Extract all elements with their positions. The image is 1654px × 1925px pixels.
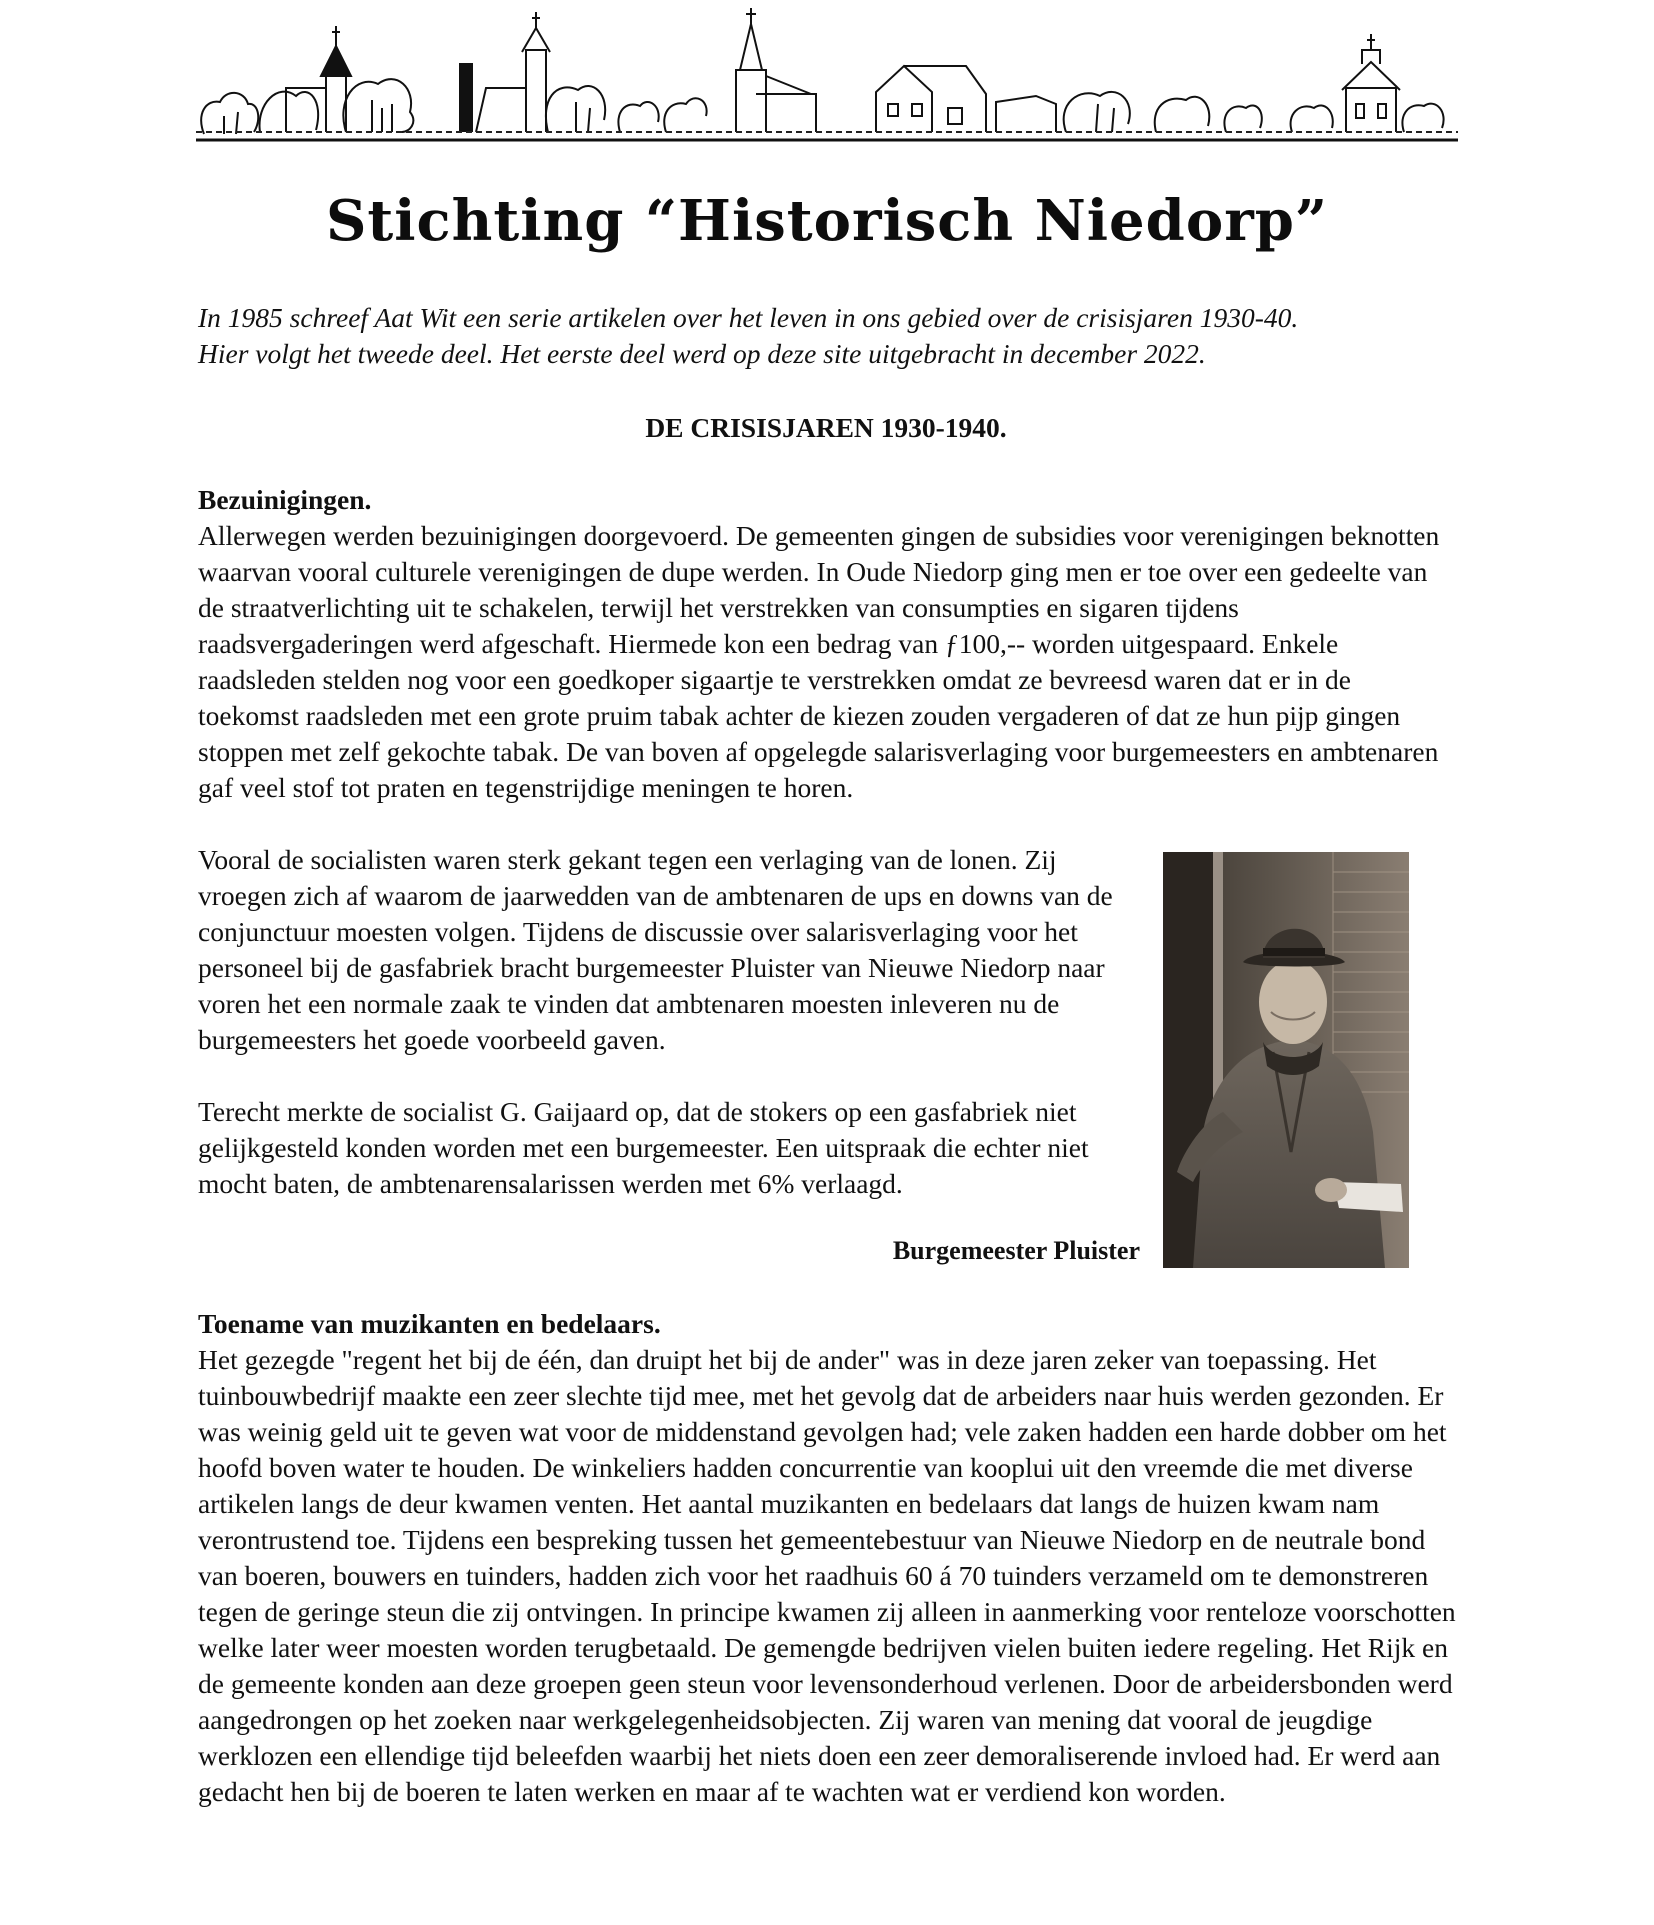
section-heading-bezuinigingen: Bezuinigingen. — [198, 484, 372, 515]
section1-paragraph-1: Allerwegen werden bezuinigingen doorgevoerd. De gemeenten gingen de subsidies voor verenigingen beknotten waarvan vooral culturele verenigingen de dupe werden. In Oude Niedorp ging men er toe over een gedeelte van de straatverlichting uit te schakelen, terwijl het verstrekken van consumpties en sigaren tijdens raadsvergaderingen werd afgeschaft. Hiermede kon een bedrag van ƒ100,-- worden uitgespaard. Enkele raadsleden stelden nog voor een goedkoper sigaartje te verstrekken omdat ze bevreesd waren dat er in de toekomst raadsleden met een grote pruim tabak achter de kiezen zouden vergaderen of dat ze hun pijp gingen stoppen met zelf gekochte tabak. De van boven af opgelegde salarisverlaging voor burgemeesters en ambtenaren gaf veel stof tot praten en tegenstrijdige meningen te horen. — [198, 520, 1440, 803]
organization-title: Stichting “Historisch Niedorp” — [325, 188, 1329, 254]
section1-paragraph-2: Vooral de socialisten waren sterk gekant tegen een verlaging van de lonen. Zij vroegen zich af waarom de jaarwedden van de ambtenaren de ups en downs van de conjunctuur moesten volgen. Tijdens de discussie over salarisverlaging voor het personeel bij de gasfabriek bracht burgemeester Pluister van Nieuwe Niedorp naar voren het een normale zaak te vinden dat ambtenaren moesten inleveren nu de burgemeesters het goede voorbeeld gaven. — [198, 844, 1113, 1055]
village-skyline-sketch-icon — [196, 4, 1458, 156]
section-heading-muzikanten: Toename van muzikanten en bedelaars. — [198, 1308, 661, 1339]
section2-paragraph-1: Het gezegde "regent het bij de één, dan druipt het bij de ander" was in deze jaren zeker van toepassing. Het tuinbouwbedrijf maakte een zeer slechte tijd mee, met het gevolg dat de arbeiders naar huis werden gezonden. Er was weinig geld uit te geven wat voor de middenstand gevolgen had; vele zaken hadden een harde dobber om het hoofd boven water te houden. De winkeliers hadden concurrentie van kooplui uit den vreemde die met diverse artikelen langs de deur kwamen venten. Het aantal muzikanten en bedelaars dat langs de huizen kwam nam verontrustend toe. Tijdens een bespreking tussen het gemeentebestuur van Nieuwe Niedorp en de neutrale bond van boeren, bouwers en tuinders, hadden zich voor het raadhuis 60 á 70 tuinders verzameld om te demonstreren tegen de geringe steun die zij ontvingen. In principe kwamen zij alleen in aanmerking voor renteloze voorschotten welke later weer moesten worden terugbetaald. De gemengde bedrijven vielen buiten iedere regeling. Het Rijk en de gemeente konden aan deze groepen geen steun voor levensonderhoud verlenen. Door de arbeidersbonden werd aangedrongen op het zoeken naar werkgelegenheidsobjecten. Zij waren van mening dat vooral de jeugdige werklozen een ellendige tijd beleefden waarbij het niets doen een zeer demoraliserende invloed had. Er werd aan gedacht hen bij de boeren te laten werken en maar af te wachten wat er verdiend kon worden. — [198, 1344, 1456, 1807]
intro-line-1: In 1985 schreef Aat Wit een serie artikelen over het leven in ons gebied over de crisisjaren 1930-40. — [198, 302, 1299, 333]
intro-line-2: Hier volgt het tweede deel. Het eerste deel werd op deze site uitgebracht in december 2022. — [198, 338, 1206, 369]
article-title: DE CRISISJAREN 1930-1940. — [645, 412, 1007, 443]
portrait-photo — [1163, 852, 1409, 1268]
photo-caption: Burgemeester Pluister — [892, 1236, 1140, 1265]
section1-paragraph-3: Terecht merkte de socialist G. Gaijaard op, dat de stokers op een gasfabriek niet gelijkgesteld konden worden met een burgemeester. Een uitspraak die echter niet mocht baten, de ambtenarensalarissen werden met 6% verlaagd. — [198, 1096, 1089, 1199]
intro-text — [198, 300, 1468, 372]
